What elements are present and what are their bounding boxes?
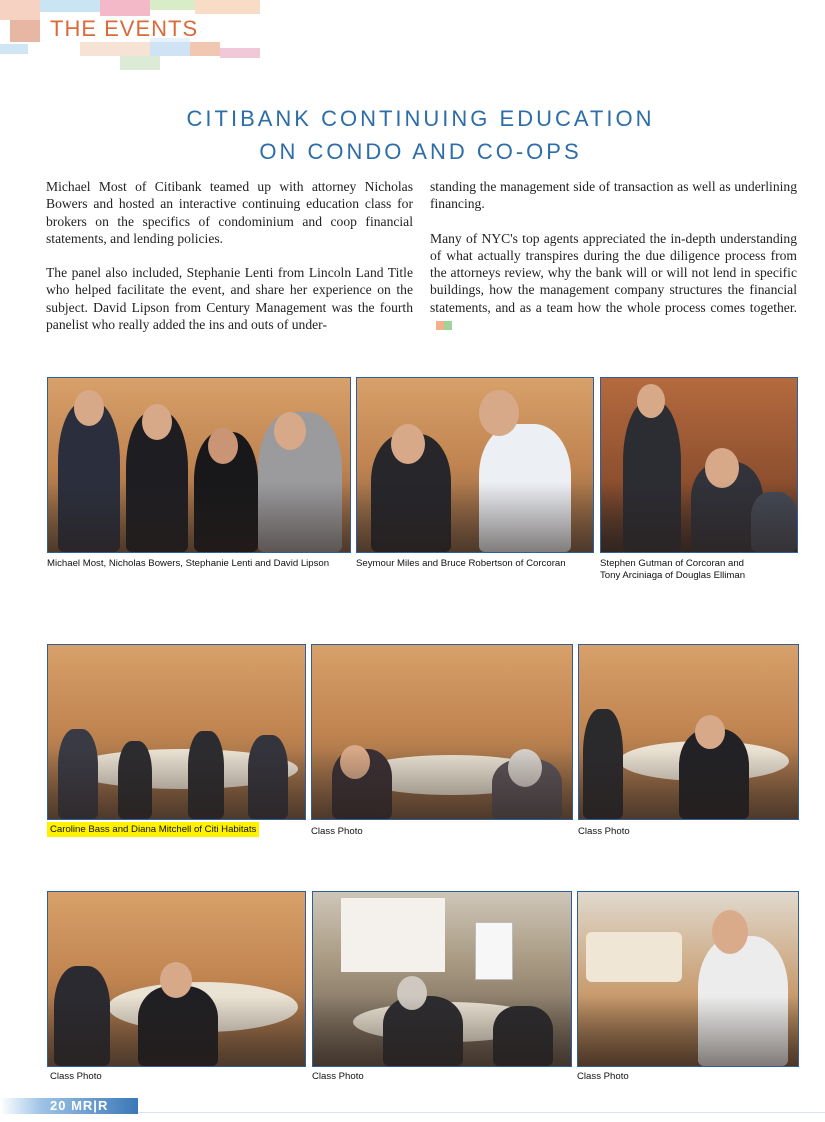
photo-caption: Class Photo: [50, 1071, 102, 1082]
end-mark-icon: [436, 321, 452, 330]
paragraph: standing the management side of transaction as well as underlining financing.: [430, 179, 797, 212]
article-title-line1: CITIBANK CONTINUING EDUCATION: [186, 106, 655, 131]
article-column-left: [46, 178, 413, 350]
photo-class-1: [311, 644, 573, 820]
photo-miles-robertson: [356, 377, 594, 553]
photo-gutman-arciniaga: [600, 377, 798, 553]
photo-caption: Seymour Miles and Bruce Robertson of Corcoran: [356, 558, 566, 569]
photo-caption: [47, 824, 259, 836]
photo-bass-mitchell: [47, 644, 306, 820]
footer-line: [138, 1112, 825, 1113]
photo-caption: Class Photo: [311, 826, 363, 837]
paragraph: Michael Most of Citibank teamed up with attorney Nicholas Bowers and hosted an interactive continuing education class for brokers on the specifics of condominium and coop financial statements, and lending policies.: [46, 179, 413, 246]
article-column-right: [430, 178, 797, 350]
paragraph: The panel also included, Stephanie Lenti from Lincoln Land Title who helped facilitate the event, and share her experience on the subject. David Lipson from Century Management was the fourth panelist who really added the ins and outs of under-: [46, 265, 413, 333]
photo-caption: Class Photo: [577, 1071, 629, 1082]
page-number: 20 MR|R: [50, 1098, 109, 1113]
article-title-line2: ON CONDO AND CO-OPS: [259, 139, 582, 164]
photo-class-4: [312, 891, 572, 1067]
photo-class-5: [577, 891, 799, 1067]
paragraph: Many of NYC's top agents appreciated the in-depth understanding of what actually transpires during the due diligence process from the attorneys review, why the bank will or will not lend in specific buildings, how the management company structures the financial statements, and as a team how the whole process comes together.: [430, 230, 797, 334]
photo-panelists: [47, 377, 351, 553]
section-label: THE EVENTS: [46, 16, 202, 42]
photo-class-3: [47, 891, 306, 1067]
photo-class-2: [578, 644, 799, 820]
photo-caption: Class Photo: [578, 826, 630, 837]
highlighted-caption: Caroline Bass and Diana Mitchell of Citi Habitats: [47, 822, 259, 837]
photo-caption: Michael Most, Nicholas Bowers, Stephanie Lenti and David Lipson: [47, 558, 330, 569]
photo-caption: Class Photo: [312, 1071, 364, 1082]
photo-caption: Stephen Gutman of Corcoran and Tony Arciniaga of Douglas Elliman: [600, 558, 746, 581]
